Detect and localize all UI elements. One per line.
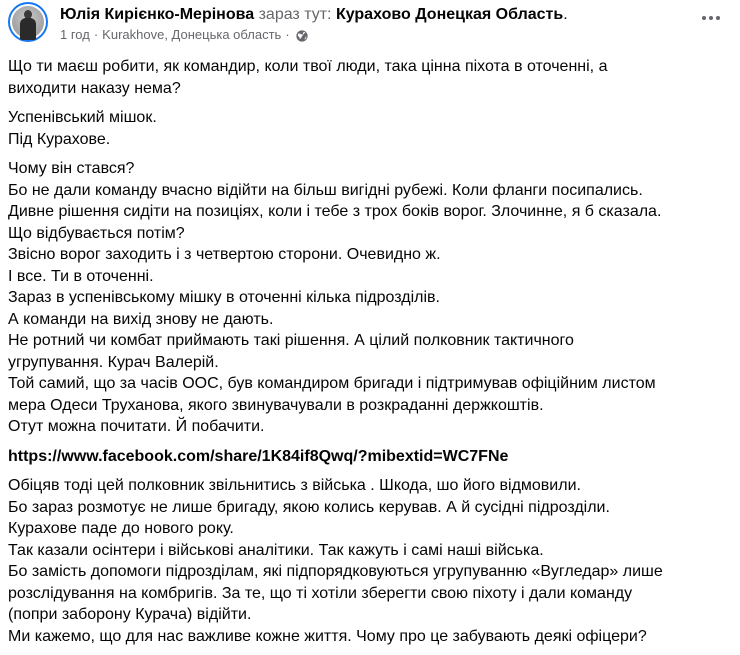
text-line: Бо не дали команду вчасно відійти на більш вигідні рубежі. Коли фланги посипались. — [8, 181, 643, 199]
post-place[interactable]: Kurakhove, Донецька область — [102, 27, 282, 42]
author-line — [60, 5, 568, 25]
text-line: Курахове паде до нового року. — [8, 520, 234, 537]
text-line: виходити наказу нема? — [8, 79, 181, 97]
avatar-photo — [12, 6, 44, 38]
post-body — [8, 56, 736, 655]
post-timestamp[interactable]: 1 год — [60, 27, 90, 42]
text-line: (попри заборону Курача) відійти. — [8, 606, 252, 623]
text-line: А команди на вихід знову не дають. — [8, 310, 274, 328]
post-header — [0, 0, 740, 50]
post-meta — [60, 26, 308, 43]
text-line: Що ти маєш робити, як командир, коли твої люди, така цінна піхота в оточенні, а — [8, 58, 608, 75]
more-options-button[interactable] — [696, 9, 726, 27]
location-link[interactable]: Курахово Донецкая Область — [335, 6, 564, 23]
period: . — [563, 6, 568, 23]
text-line: мера Одеси Труханова, якого звинувачували в розкраданні держкоштів. — [8, 396, 544, 414]
paragraph — [8, 158, 736, 438]
text-line: Чому він стався? — [8, 160, 135, 177]
author-name-link[interactable]: Юлія Кирієнко-Мерінова — [60, 6, 255, 23]
text-line: Обіцяв тоді цей полковник звільнитись з війська . Шкода, шо його відмовили. — [8, 477, 581, 494]
is-at-label: зараз тут: — [258, 6, 332, 23]
text-line: Бо зараз розмотує не лише бригаду, якою колись керував. А й сусідні підрозділи. — [8, 498, 610, 516]
text-line: Той самий, що за часів ООС, був командиром бригади і підтримував офіційним листом — [8, 375, 656, 392]
text-line: Дивне рішення сидіти на позиціях, коли і тебе з трох боків ворог. Злочинне, я б сказала. — [8, 203, 662, 220]
link-paragraph — [8, 446, 736, 468]
text-line: Так казали осінтери і військові аналітики. Так кажуть і самі наші війська. — [8, 541, 544, 559]
author-avatar[interactable] — [8, 2, 48, 42]
paragraph — [8, 107, 736, 150]
text-line: угрупування. Курач Валерій. — [8, 353, 219, 371]
text-line: Під Курахове. — [8, 130, 111, 148]
text-line: Отут можна почитати. Й побачити. — [8, 418, 265, 435]
paragraph — [8, 475, 736, 647]
globe-icon[interactable] — [296, 29, 308, 41]
shared-post-link[interactable]: https://www.facebook.com/share/1K84if8Qwq/?mibextid=WC7FNe — [8, 447, 509, 465]
text-line: розслідування на комбригів. За те, що ті хотіли зберегти свою піхоту і дали команду — [8, 584, 633, 602]
text-line: Ми кажемо, що для нас важливе кожне життя. Чому про це забувають деякі офіцери? — [8, 627, 647, 645]
text-line: Не ротний чи комбат приймають такі рішення. А цілий полковник тактичного — [8, 332, 574, 349]
avatar-figure-body — [20, 18, 36, 40]
text-line: І все. Ти в оточенні. — [8, 267, 154, 285]
more-options-icon-dot — [716, 16, 720, 20]
more-options-icon — [702, 16, 706, 20]
text-line: Що відбувається потім? — [8, 224, 185, 242]
more-options-icon-dot — [709, 16, 713, 20]
text-line: Успенівський мішок. — [8, 109, 157, 126]
text-line: Звісно ворог заходить і з четвертою сторони. Очевидно ж. — [8, 246, 441, 263]
text-line: Бо замість допомоги підрозділам, які підпорядковуються угрупуванню «Вугледар» лише — [8, 563, 663, 580]
meta-separator-2: · — [285, 27, 290, 42]
text-line: Зараз в успенівському мішку в оточенні кілька підрозділів. — [8, 289, 440, 306]
paragraph — [8, 56, 736, 99]
meta-separator: · — [93, 27, 99, 42]
